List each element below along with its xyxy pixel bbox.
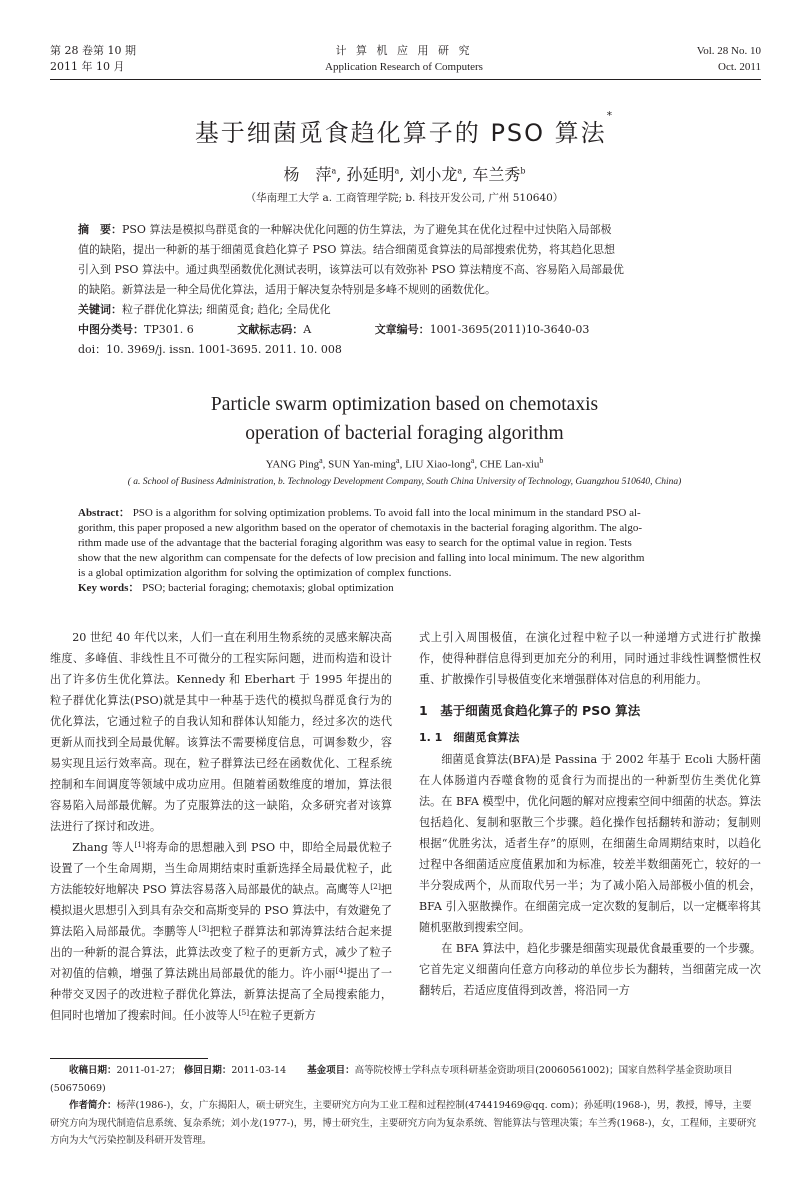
- text-run: 在粒子更新方: [249, 1009, 316, 1022]
- doc-code: A: [303, 323, 312, 336]
- author-sep: ,: [336, 165, 347, 184]
- header-rule: [50, 79, 761, 80]
- author-3: 刘小龙: [409, 165, 458, 184]
- title-footnote-mark: *: [606, 109, 615, 122]
- abstract-text: 值的缺陷，提出一种新的基于细菌觅食趋化算子 PSO 算法。结合细菌觅食算法的局部搜索优势，将其趋化思想: [78, 243, 615, 256]
- header-volume: 第 28 卷第 10 期: [50, 44, 136, 57]
- author-sep: ,: [399, 458, 406, 471]
- text-run: 把粒子群算法和郭涛算法结合起来提出的一种新的混合算法，此算法改变了粒子的更新方式，减少了粒子对初值的信赖，增强了算法跳出局部最优的能力。许小丽: [50, 925, 392, 980]
- article-number-label: 文章编号：: [374, 323, 430, 336]
- abstract-en-text: gorithm, this paper proposed a new algorithm based on the operator of chemotaxis in the bacterial foraging algorithm. The algo-: [78, 522, 642, 534]
- author-bio-label: 作者简介：: [69, 1100, 117, 1111]
- footnote-rule: [50, 1058, 208, 1059]
- doc-code-label: 文献标志码：: [237, 323, 304, 336]
- header-journal: [254, 43, 554, 75]
- author-sep: ,: [462, 165, 473, 184]
- text-run: 把模拟退火思想引入到具有杂交和高斯变异的 PSO 算法中，有效避免了算法陷入局部最优。李鹏等人: [50, 883, 392, 938]
- abstract-en-label: Abstract：: [78, 507, 130, 519]
- revised-date: 2011-03-14: [231, 1065, 287, 1076]
- header-left: [50, 43, 136, 75]
- revised-label: 修回日期：: [183, 1065, 232, 1076]
- author-bio: 杨萍(1986-)，女，广东揭阳人，硕士研究生，主要研究方向为工业工程和过程控制(474419469@qq. com)；孙延明(1968-)，男，教授，博导，主要研究方向为现代制造信息系统、复杂系统；刘小龙(1977-)，男，博士研究生，主要研究方向为复杂系统、智能算法与管理决策；车兰秀(1968-)，女，工程师，主要研究方向为大气污染控制及科研开发管理。: [50, 1100, 757, 1146]
- author-en-1: YANG Ping: [265, 458, 320, 471]
- text-run: 提出了一种带交叉因子的改进粒子群优化算法，新算法提高了全局搜索能力，但同时也增加了搜索时间。任小波等人: [50, 967, 392, 1022]
- body-column-right: [419, 627, 761, 1001]
- journal-name-cn: 计 算 机 应 用 研 究: [335, 44, 473, 57]
- abstract-en-text: rithm made use of the advantage that the bacterial foraging algorithm was easy to search for the optimal value in region. Tests: [78, 537, 632, 549]
- author-2-mark: a: [394, 166, 400, 176]
- subsection-heading-1-1: 1. 1 细菌觅食算法: [419, 731, 520, 744]
- journal-name-en: Application Research of Computers: [325, 61, 483, 73]
- body-paragraph: [50, 837, 392, 1026]
- doi: doi：10. 3969/j. issn. 1001-3695. 2011. 10. 008: [78, 343, 342, 356]
- author-4-mark: b: [520, 166, 526, 176]
- text-run: 将寿命的思想融入到 PSO 中，即给全局最优粒子设置了一个生命周期，当生命周期结束时重新选择全局最优粒子，此方法能较好地解决 PSO 算法容易落入局部最优的缺点。高鹰等人: [50, 841, 392, 896]
- body-paragraph: 式上引入周围极值，在演化过程中粒子以一种递增方式进行扩散操作，使得种群信息得到更加充分的利用，同时通过非线性调整惯性权重、扩散操作引导极值变化来增强群体对信息的利用能力。: [419, 631, 761, 686]
- fund-label: 基金项目：: [307, 1065, 355, 1076]
- affiliation-cn: （华南理工大学 a. 工商管理学院; b. 科技开发公司, 广州 510640）: [245, 192, 564, 204]
- abstract-cn: [78, 220, 733, 360]
- author-3-mark: a: [457, 166, 463, 176]
- authors-en: [0, 456, 809, 471]
- author-en-4-mark: b: [539, 456, 544, 465]
- abstract-en-text: PSO is a algorithm for solving optimization problems. To avoid fall into the local minimum in the standard PSO al-: [132, 507, 641, 519]
- footnote: 收稿日期：2011-01-27； 修回日期：2011-03-14 基金项目：高等院校博士学科点专项科研基金资助项目(20060561002)；国家自然科学基金资助项目(50675069) 作者简介：杨萍(1986-)，女，广东揭阳人，硕士研究生，主要研究方向为工业工程和过程控制(474419469@qq. com)；孙延明(1968-)，男，教授，博导，主要研究方向为现代制造信息系统、复杂系统；刘小龙(1977-)，男，博士研究生，主要研究方向为复杂系统、智能算法与管理决策；车兰秀(1968-)，女，工程师，主要研究方向为大气污染控制及科研开发管理。: [50, 1065, 757, 1146]
- author-1: 杨 萍: [283, 165, 332, 184]
- author-sep: ,: [322, 458, 329, 471]
- keywords-en-label: Key words：: [78, 582, 140, 594]
- author-en-3: LIU Xiao-long: [405, 458, 471, 471]
- citation-ref[interactable]: [5]: [238, 1008, 250, 1017]
- author-4: 车兰秀: [472, 165, 521, 184]
- title-text: 基于细菌觅食趋化算子的 PSO 算法: [194, 119, 607, 147]
- received-label: 收稿日期：: [69, 1065, 117, 1076]
- received-date: 2011-01-27: [116, 1065, 172, 1076]
- citation-ref[interactable]: [4]: [335, 966, 347, 975]
- affiliation-en: ( a. School of Business Administration, b. Technology Development Company, South China University of Technology, Guangzhou 510640, China): [127, 477, 682, 487]
- header-date-en: Oct. 2011: [718, 61, 761, 73]
- body-paragraph: 20 世纪 40 年代以来，人们一直在利用生物系统的灵感来解决高维度、多峰值、非线性且不可微分的工程实际问题，进而构造和设计出了许多仿生优化算法。Kennedy 和 Eberhart 于 1995 年提出的粒子群优化算法(PSO)就是其中一种基于迭代的模拟鸟群觅食行为的优化算法，它通过粒子的自我认知和群体认知能力，经过多次的迭代更新从而找到全局最优解。该算法不需要梯度信息，可调参数少，容易实现且运行效率高。现在，粒子群算法已经在函数优化、工程系统控制和车间调度等领域中成功应用。但随着函数维度的增加，算法很容易陷入局部最优解。为了克服算法的这一缺陷，众多研究者对该算法进行了探讨和改进。: [50, 631, 392, 833]
- keywords-label: 关键词：: [78, 303, 122, 316]
- abstract-text: 引入到 PSO 算法中。通过典型函数优化测试表明，该算法可以有效弥补 PSO 算法精度不高、容易陷入局部最优: [78, 263, 624, 276]
- author-1-mark: a: [331, 166, 337, 176]
- header-right: [697, 43, 761, 75]
- clc-number: TP301. 6: [144, 323, 194, 336]
- fund-text: 高等院校博士学科点专项科研基金资助项目(20060561002)；国家自然科学基金资助项目(50675069): [50, 1065, 733, 1094]
- abstract-text: 的缺陷。新算法是一种全局优化算法，适用于解决复杂特别是多峰不规则的函数优化。: [78, 283, 496, 296]
- author-en-3-mark: a: [470, 456, 475, 465]
- article-number: 1001-3695(2011)10-3640-03: [429, 323, 590, 336]
- abstract-text: PSO 算法是模拟鸟群觅食的一种解决优化问题的仿生算法，为了避免其在优化过程中过快陷入局部极: [122, 223, 612, 236]
- title-en-line: operation of bacterial foraging algorithm: [245, 423, 564, 444]
- title-en-line: Particle swarm optimization based on chemotaxis: [210, 394, 599, 415]
- text-run: Zhang 等人: [72, 841, 135, 854]
- author-en-2-mark: a: [396, 456, 400, 465]
- abstract-en: [78, 506, 733, 596]
- clc-label: 中图分类号：: [78, 323, 144, 336]
- citation-ref[interactable]: [2]: [370, 882, 381, 891]
- citation-ref[interactable]: [1]: [134, 840, 145, 849]
- paper-title-cn: [0, 109, 809, 148]
- author-en-2: SUN Yan-ming: [328, 458, 396, 471]
- body-column-left: [50, 627, 392, 1026]
- body-paragraph: 在 BFA 算法中，趋化步骤是细菌实现最优食最重要的一个步骤。它首先定义细菌向任意方向移动的单位步长为翻转，当细菌完成一次翻转后，若适应度值得到改善，将沿同一方: [419, 942, 761, 997]
- abstract-en-text: is a global optimization algorithm for solving the optimization of complex functions.: [78, 567, 452, 579]
- header-vol-en: Vol. 28 No. 10: [696, 45, 761, 57]
- keywords-en: PSO; bacterial foraging; chemotaxis; global optimization: [142, 582, 394, 594]
- section-heading-1: 1 基于细菌觅食趋化算子的 PSO 算法: [419, 703, 641, 718]
- abstract-label: 摘 要：: [78, 223, 122, 236]
- body-paragraph: 细菌觅食算法(BFA)是 Passina 于 2002 年基于 Ecoli 大肠杆菌在人体肠道内吞噬食物的觅食行为而提出的一种新型仿生类优化算法。在 BFA 模型中，优化问题的解对应搜索空间中细菌的状态。算法包括趋化、复制和驱散三个步骤。趋化操作包括翻转和游动；复制则根据“优胜劣汰，适者生存”的原则，在细菌生命周期结束时，以趋化过程中各细菌适应度值累加和为标准，较差半数细菌死亡，较好的一半分裂成两个，从而取代另一半；为了减小陷入局部极小值的机会，BFA 引入驱散操作。在细菌完成一定次数的复制后，以一定概率将其随机驱散到搜索空间。: [419, 753, 761, 934]
- author-en-4: CHE Lan-xiu: [479, 458, 540, 471]
- abstract-en-text: show that the new algorithm can compensate for the defects of low precision and falling into local minimum. The new algorithm: [78, 552, 645, 564]
- paper-title-en: [0, 390, 809, 448]
- citation-ref[interactable]: [3]: [198, 924, 210, 933]
- keywords-cn: 粒子群优化算法; 细菌觅食; 趋化; 全局优化: [122, 303, 331, 316]
- authors-cn: [0, 162, 809, 185]
- author-sep: ,: [399, 165, 410, 184]
- author-2: 孙延明: [346, 165, 395, 184]
- header-date: 2011 年 10 月: [50, 60, 125, 73]
- author-sep: ,: [474, 458, 480, 471]
- author-en-1-mark: a: [319, 456, 323, 465]
